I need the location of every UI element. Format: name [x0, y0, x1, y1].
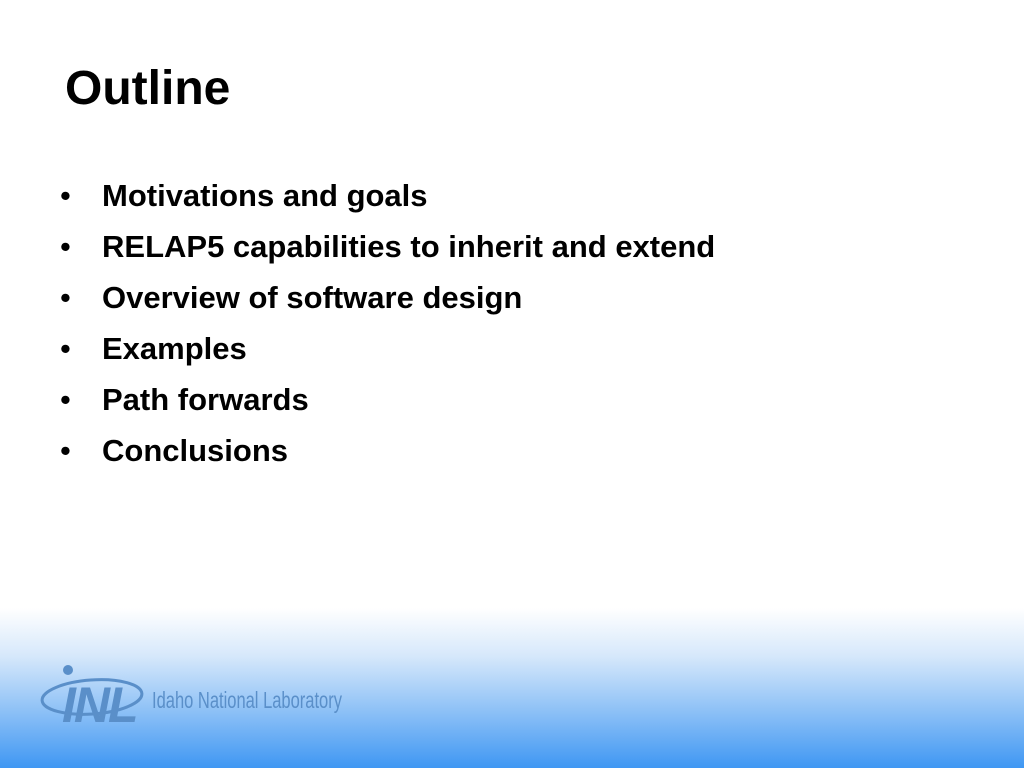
slide-title: Outline	[65, 62, 231, 115]
bullet-dot: •	[60, 229, 71, 264]
bullet-text: Conclusions	[102, 433, 289, 468]
bullet-dot: •	[60, 178, 71, 213]
bullet-dot: •	[60, 382, 71, 417]
logo-dot	[63, 665, 73, 675]
inl-logo	[40, 664, 350, 733]
logo-text: Idaho National Laboratory	[152, 687, 343, 713]
bullet-text: Path forwards	[102, 382, 309, 417]
bullet-text: Motivations and goals	[102, 178, 428, 213]
logo-mark: INL	[62, 677, 137, 733]
bullet-text: Overview of software design	[102, 280, 523, 315]
bullet-dot: •	[60, 331, 71, 366]
bullet-dot: •	[60, 280, 71, 315]
bullet-text: Examples	[102, 331, 247, 366]
bullet-text: RELAP5 capabilities to inherit and extend	[102, 229, 716, 264]
bullet-dot: •	[60, 433, 71, 468]
